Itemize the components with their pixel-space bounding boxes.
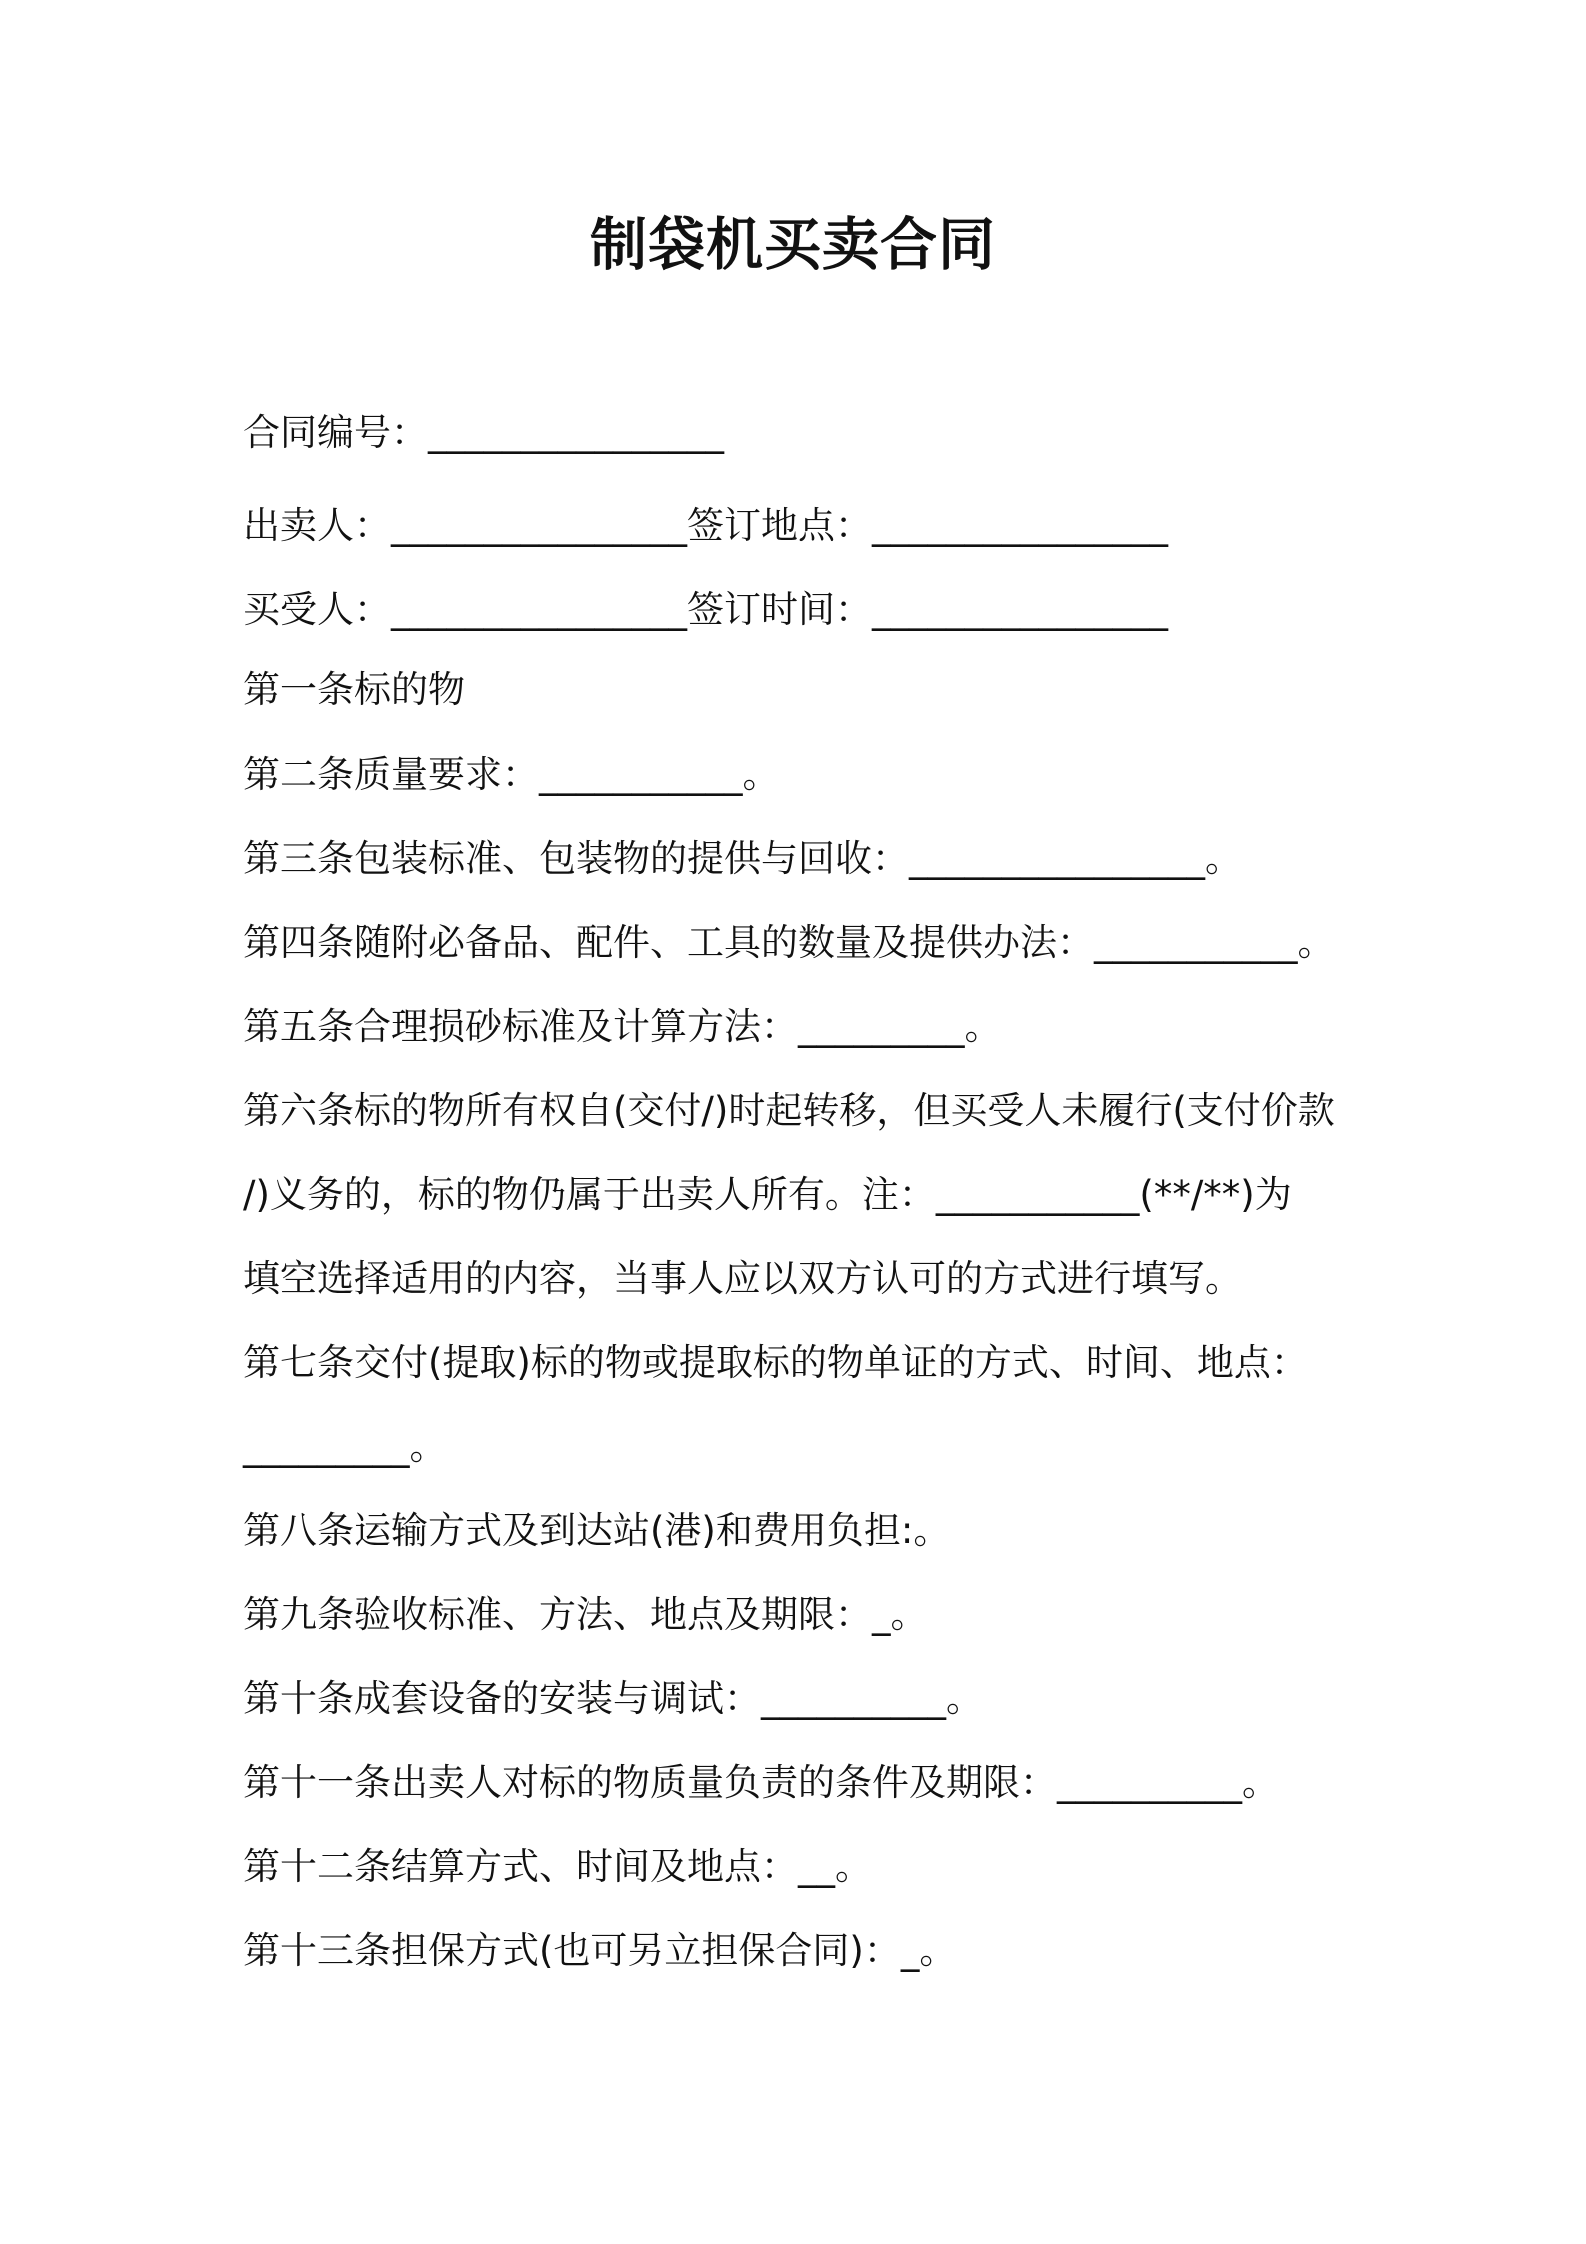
buyer-line: 买受人：________________签订时间：________________: [243, 588, 1168, 631]
clause-13: 第十三条担保方式(也可另立担保合同)：_。: [243, 1929, 957, 1972]
clause-12: 第十二条结算方式、时间及地点：__。: [243, 1845, 872, 1888]
clause-8: 第八条运输方式及到达站(港)和费用负担:。: [243, 1509, 951, 1552]
clause-2: 第二条质量要求：___________。: [243, 753, 780, 796]
clause-3: 第三条包装标准、包装物的提供与回收：________________。: [243, 837, 1242, 880]
clause-6-line-2: /)义务的，标的物仍属于出卖人所有。注：___________(**/**)为: [243, 1173, 1292, 1216]
clause-7-line-2: _________。: [243, 1425, 447, 1468]
clause-9: 第九条验收标准、方法、地点及期限：_。: [243, 1593, 928, 1636]
seller-line: 出卖人：________________签订地点：________________: [243, 504, 1168, 547]
clause-6-line-1: 第六条标的物所有权自(交付/)时起转移，但买受人未履行(支付价款: [243, 1089, 1335, 1132]
clause-6-line-3: 填空选择适用的内容，当事人应以双方认可的方式进行填写。: [243, 1257, 1242, 1300]
clause-5: 第五条合理损砂标准及计算方法：_________。: [243, 1005, 1002, 1048]
clause-10: 第十条成套设备的安装与调试：__________。: [243, 1677, 983, 1720]
document-title: 制袋机买卖合同: [590, 212, 996, 278]
contract-number-line: 合同编号：________________: [243, 411, 724, 454]
clause-4: 第四条随附必备品、配件、工具的数量及提供办法：___________。: [243, 921, 1335, 964]
clause-11: 第十一条出卖人对标的物质量负责的条件及期限：__________。: [243, 1761, 1279, 1804]
clause-7-line-1: 第七条交付(提取)标的物或提取标的物单证的方式、时间、地点：: [243, 1341, 1308, 1384]
clause-1: 第一条标的物: [243, 668, 465, 711]
